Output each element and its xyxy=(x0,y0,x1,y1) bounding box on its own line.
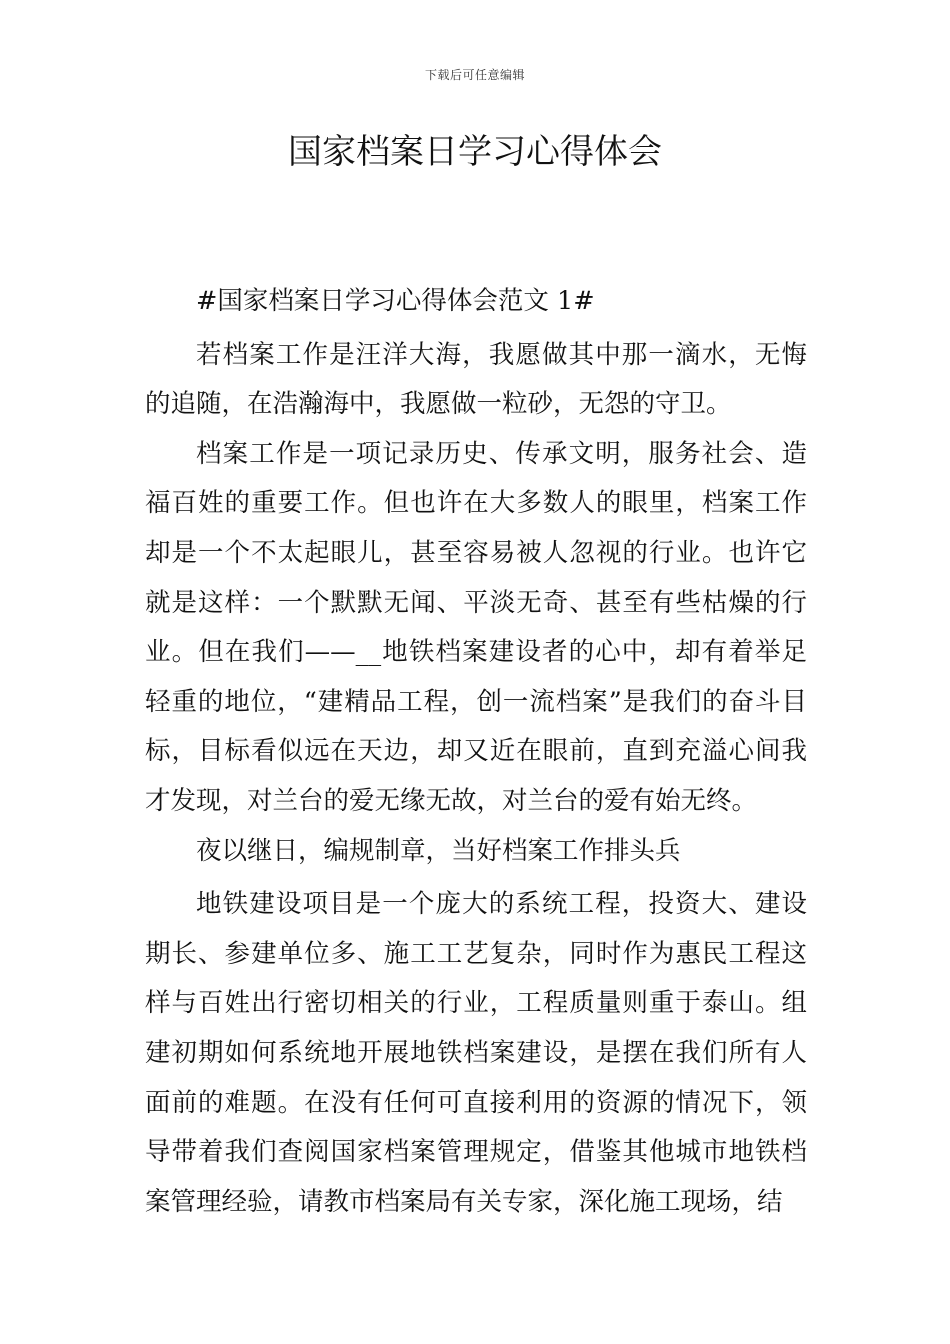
paragraph: 若档案工作是汪洋大海，我愿做其中那一滴水，无悔的追随，在浩瀚海中，我愿做一粒砂，无怨的守卫。 xyxy=(145,339,807,420)
document-body xyxy=(145,277,807,1227)
section-heading: #国家档案日学习心得体会范文 1# xyxy=(196,286,595,316)
header-note: 下载后可任意编辑 xyxy=(424,68,525,82)
paragraph: 档案工作是一项记录历史、传承文明，服务社会、造福百姓的重要工作。但也许在大多数人的眼里，档案工作却是一个不太起眼儿，甚至容易被人忽视的行业。也许它就是这样：一个默默无闻、平淡无奇、甚至有些枯燥的行业。但在我们——__地铁档案建设者的心中，却有着举足轻重的地位，“建精品工程，创一流档案”是我们的奋斗目标，目标看似远在天边，却又近在眼前，直到充溢心间我才发现，对兰台的爱无缘无故，对兰台的爱有始无终。 xyxy=(145,438,807,816)
document-title: 国家档案日学习心得体会 xyxy=(288,132,662,172)
subheading: 夜以继日，编规制章，当好档案工作排头兵 xyxy=(196,835,681,866)
paragraph: 地铁建设项目是一个庞大的系统工程，投资大、建设期长、参建单位多、施工工艺复杂，同时作为惠民工程这样与百姓出行密切相关的行业，工程质量则重于泰山。组建初期如何系统地开展地铁档案建设，是摆在我们所有人面前的难题。在没有任何可直接利用的资源的情况下，领导带着我们查阅国家档案管理规定，借鉴其他城市地铁档案管理经验，请教市档案局有关专家，深化施工现场，结 xyxy=(145,889,807,1217)
